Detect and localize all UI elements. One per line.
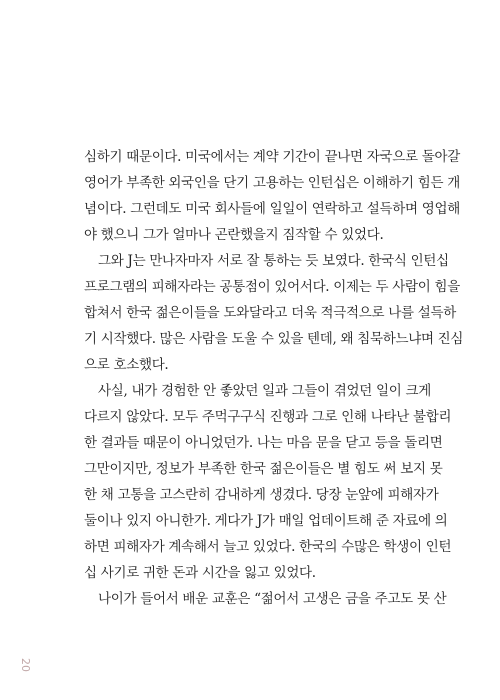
text-line: 나이가 들어서 배운 교훈은 “젊어서 고생은 금을 주고도 못 산 bbox=[98, 591, 447, 607]
body-text bbox=[84, 144, 464, 612]
text-line: 둘이나 있지 아니한가. 게다가 J가 매일 업데이트해 준 자료에 의 bbox=[84, 513, 448, 529]
text-line: 프로그램의 피해자라는 공통점이 있어서다. 이제는 두 사람이 힘을 bbox=[84, 279, 460, 295]
text-line: 한 결과들 때문이 아니었던가. 나는 마음 문을 닫고 등을 돌리면 bbox=[84, 435, 443, 451]
text-line: 으로 호소했다. bbox=[84, 357, 169, 373]
text-line: 념이다. 그런데도 미국 회사들에 일일이 연락하고 설득하며 영업해 bbox=[84, 201, 460, 217]
text-line: 심하기 때문이다. 미국에서는 계약 기간이 끝나면 자국으로 돌아갈 bbox=[84, 149, 460, 165]
text-line: 영어가 부족한 외국인을 단기 고용하는 인턴십은 이해하기 힘든 개 bbox=[84, 175, 460, 191]
text-line: 야 했으니 그가 얼마나 곤란했을지 짐작할 수 있었다. bbox=[84, 227, 384, 243]
text-line: 기 시작했다. 많은 사람을 도울 수 있을 텐데, 왜 침묵하느냐며 진심 bbox=[84, 331, 464, 347]
text-line: 그와 J는 만나자마자 서로 잘 통하는 듯 보였다. 한국식 인턴십 bbox=[98, 253, 449, 269]
text-line: 합쳐서 한국 젊은이들을 도와달라고 더욱 적극적으로 나를 설득하 bbox=[84, 305, 456, 321]
text-line: 하면 피해자가 계속해서 늘고 있었다. 한국의 수많은 학생이 인턴 bbox=[84, 539, 452, 555]
text-line: 사실, 내가 경험한 안 좋았던 일과 그들이 겪었던 일이 크게 bbox=[98, 383, 431, 399]
page-number: 20 bbox=[19, 658, 32, 672]
text-line: 십 사기로 귀한 돈과 시간을 잃고 있었다. bbox=[84, 565, 316, 581]
text-line: 그만이지만, 정보가 부족한 한국 젊은이들은 별 힘도 써 보지 못 bbox=[84, 461, 443, 477]
text-line: 다르지 않았다. 모두 주먹구구식 진행과 그로 인해 나타난 불합리 bbox=[84, 409, 452, 425]
text-line: 한 채 고통을 고스란히 감내하게 생겼다. 당장 눈앞에 피해자가 bbox=[84, 487, 439, 503]
